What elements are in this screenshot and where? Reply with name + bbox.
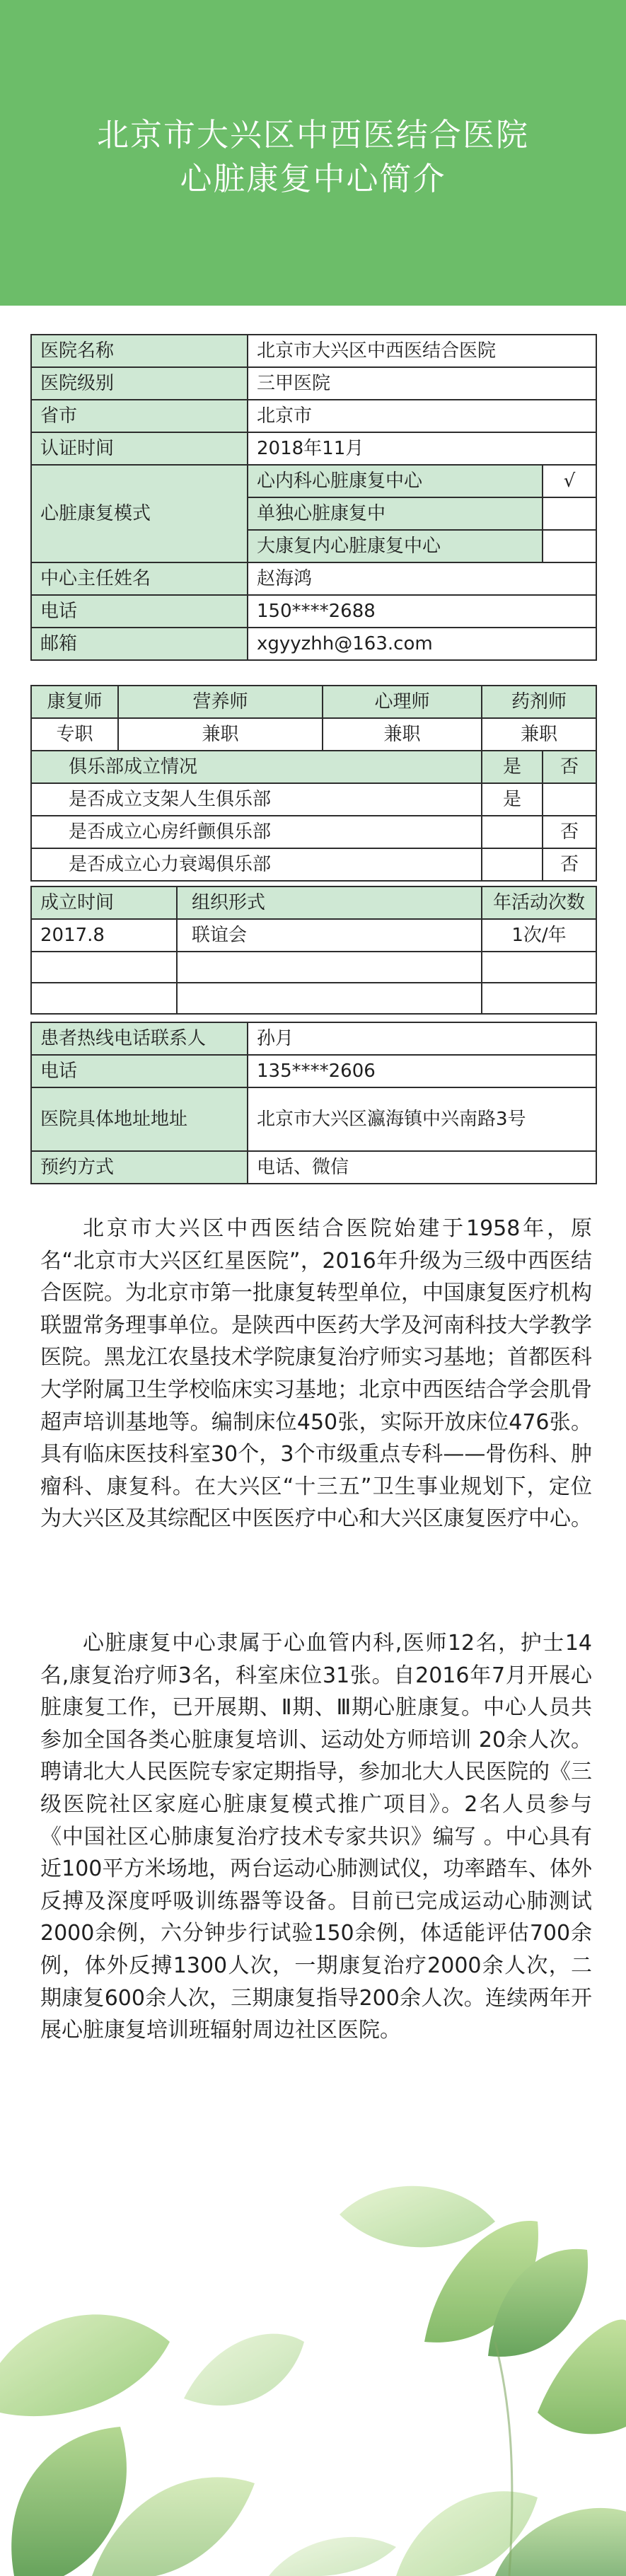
table-row [31, 816, 596, 848]
club-header-no: 否 [543, 751, 596, 783]
table-row [31, 335, 596, 367]
table-row [31, 886, 596, 919]
table-row [31, 562, 596, 595]
table-row [31, 751, 596, 783]
province-label: 省市 [31, 400, 248, 432]
director-value: 赵海鸿 [248, 562, 596, 595]
club-no [543, 783, 596, 816]
province-value: 北京市 [248, 400, 596, 432]
hospital-name-value: 北京市大兴区中西医结合医院 [248, 335, 596, 367]
page-title-line1: 北京市大兴区中西医结合医院 [96, 116, 529, 154]
table-row [31, 1055, 596, 1087]
club-no: 否 [543, 816, 596, 848]
table-row [31, 718, 596, 751]
email-label: 邮箱 [31, 628, 248, 660]
leaf-decoration-image [0, 2130, 626, 2576]
intro-paragraph-hospital: 北京市大兴区中西医结合医院始建于1958年，原名“北京市大兴区红星医院”，2016年升级为三级中西医结合医院。为北京市第一批康复转型单位，中国康复医疗机构联盟常务理事单位。是陕西中医药大学及河南科技大学教学医院。黑龙江农垦技术学院康复治疗师实习基地；首都医科大学附属卫生学校临床实习基地；北京中西医结合学会肌骨超声培训基地等。编制床位450张，实际开放床位476张。具有临床医技科室30个，3个市级重点专科——骨伤科、肿瘤科、康复科。在大兴区“十三五”卫生事业规划下，定位为大兴区及其综配区中医医疗中心和大兴区康复医疗中心。 [40, 1216, 592, 1532]
activity-cell [31, 952, 177, 983]
phone-value: 150****2688 [248, 595, 596, 628]
address-value: 北京市大兴区瀛海镇中兴南路3号 [248, 1087, 596, 1151]
table-row [31, 400, 596, 432]
rehab-mode-option: 大康复内心脏康复中心 [248, 530, 543, 562]
rehab-mode-check [543, 497, 596, 530]
staff-header: 心理师 [323, 686, 482, 718]
phone-label: 电话 [31, 595, 248, 628]
staff-header: 药剂师 [482, 686, 596, 718]
table-row [31, 628, 596, 660]
club-header-label: 俱乐部成立情况 [31, 751, 482, 783]
table-row [31, 848, 596, 881]
club-no: 否 [543, 848, 596, 881]
staff-value: 专职 [31, 718, 118, 751]
hotline-value: 孙月 [248, 1022, 596, 1055]
page-header [0, 0, 626, 306]
intro-paragraph-center: 心脏康复中心隶属于心血管内科,医师12名，护士14名,康复治疗师3名，科室床位31张。自2016年7月开展心脏康复工作，已开展期、Ⅱ期、Ⅲ期心脏康复。中心人员共参加全国各类心脏康复培训、运动处方师培训 20余人次。聘请北大人民医院专家定期指导，参加北大人民医院的《三级医院社区家庭心脏康复模式推广项目》。2名人员参与《中国社区心肺康复治疗技术专家共识》编写 。中心具有近100平方米场地，两台运动心肺测试仪，功率踏车、体外反搏及深度呼吸训练器等设备。目前已完成运动心肺测试2000余例，六分钟步行试验150余例，体适能评估700余例，体外反搏1300人次，一期康复治疗2000余人次，二期康复600余人次，三期康复指导200余人次。连续两年开展心脏康复培训班辐射周边社区医院。 [40, 1631, 592, 2043]
activity-cell [177, 983, 482, 1014]
activity-cell: 1次/年 [482, 919, 596, 952]
activities-table [30, 886, 597, 1015]
contact-phone-value: 135****2606 [248, 1055, 596, 1087]
table-row [31, 952, 596, 983]
club-label: 是否成立支架人生俱乐部 [31, 783, 482, 816]
club-yes: 是 [482, 783, 543, 816]
activity-cell [177, 952, 482, 983]
table-row [31, 432, 596, 465]
cert-time-value: 2018年11月 [248, 432, 596, 465]
booking-label: 预约方式 [31, 1151, 248, 1184]
staff-value: 兼职 [482, 718, 596, 751]
staff-header: 康复师 [31, 686, 118, 718]
contact-phone-label: 电话 [31, 1055, 248, 1087]
activity-header: 组织形式 [177, 886, 482, 919]
table-row [31, 919, 596, 952]
director-label: 中心主任姓名 [31, 562, 248, 595]
table-row [31, 686, 596, 718]
page-title-line2: 心脏康复中心简介 [180, 160, 446, 197]
activity-cell [482, 983, 596, 1014]
staff-value: 兼职 [323, 718, 482, 751]
club-label: 是否成立心房纤颤俱乐部 [31, 816, 482, 848]
activity-cell [482, 952, 596, 983]
table-row [31, 983, 596, 1014]
rehab-mode-check: √ [543, 465, 596, 497]
staff-value: 兼职 [118, 718, 323, 751]
table-row [31, 465, 596, 497]
activity-header: 成立时间 [31, 886, 177, 919]
contact-table [30, 1022, 597, 1184]
staff-club-table [30, 685, 597, 882]
staff-header: 营养师 [118, 686, 323, 718]
hospital-name-label: 医院名称 [31, 335, 248, 367]
activity-header: 年活动次数 [482, 886, 596, 919]
club-yes [482, 848, 543, 881]
table-row [31, 367, 596, 400]
activity-cell: 2017.8 [31, 919, 177, 952]
hotline-label: 患者热线电话联系人 [31, 1022, 248, 1055]
basic-info-table [30, 334, 597, 661]
table-row [31, 783, 596, 816]
table-row [31, 1087, 596, 1151]
rehab-mode-label: 心脏康复模式 [31, 465, 248, 562]
hospital-level-label: 医院级别 [31, 367, 248, 400]
address-label: 医院具体地址地址 [31, 1087, 248, 1151]
club-header-yes: 是 [482, 751, 543, 783]
rehab-mode-check [543, 530, 596, 562]
email-value[interactable]: xgyyzhh@163.com [248, 628, 596, 660]
club-yes [482, 816, 543, 848]
table-row [31, 595, 596, 628]
club-label: 是否成立心力衰竭俱乐部 [31, 848, 482, 881]
rehab-mode-option: 心内科心脏康复中心 [248, 465, 543, 497]
rehab-mode-option: 单独心脏康复中 [248, 497, 543, 530]
activity-cell: 联谊会 [177, 919, 482, 952]
table-row [31, 1022, 596, 1055]
hospital-level-value: 三甲医院 [248, 367, 596, 400]
activity-cell [31, 983, 177, 1014]
table-row [31, 1151, 596, 1184]
booking-value: 电话、微信 [248, 1151, 596, 1184]
cert-time-label: 认证时间 [31, 432, 248, 465]
